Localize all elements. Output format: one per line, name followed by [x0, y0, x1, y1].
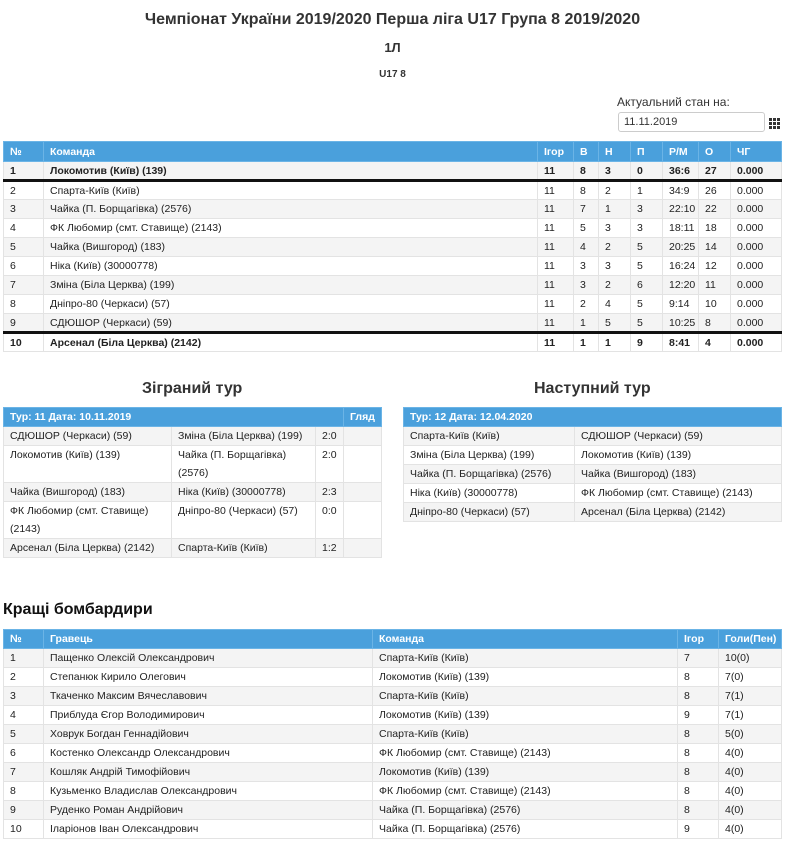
cell-wins: 8 [574, 181, 599, 200]
cell-team: Чайка (П. Борщагівка) (2576) [373, 801, 678, 820]
cell-pos: 2 [4, 668, 44, 687]
home-team: Дніпро-80 (Черкаси) (57) [404, 503, 575, 522]
col-team[interactable]: Команда [373, 630, 678, 649]
cell-goals: 9:14 [663, 295, 699, 314]
cell-player: Руденко Роман Андрійович [44, 801, 373, 820]
cell-player: Приблуда Єгор Володимирович [44, 706, 373, 725]
cell-chg: 0.000 [731, 219, 782, 238]
cell-games: 9 [678, 820, 719, 839]
away-team: Локомотив (Київ) (139) [575, 446, 782, 465]
cell-chg: 0.000 [731, 295, 782, 314]
cell-chg: 0.000 [731, 200, 782, 219]
cell-games: 11 [538, 181, 574, 200]
league-level: 1Л [384, 40, 401, 55]
cell-goals: 4(0) [719, 782, 782, 801]
col-team[interactable]: Команда [44, 142, 538, 162]
standings-row [4, 162, 782, 181]
cell-team: Чайка (Вишгород) (183) [44, 238, 538, 257]
cell-draws: 2 [599, 276, 631, 295]
cell-pos: 8 [4, 295, 44, 314]
fixture-row [404, 484, 782, 503]
col-wins[interactable]: В [574, 142, 599, 162]
cell-goals: 5(0) [719, 725, 782, 744]
col-goals[interactable]: Голи(Пен) [719, 630, 782, 649]
cell-games: 9 [678, 706, 719, 725]
cell-draws: 3 [599, 162, 631, 181]
away-team: Чайка (Вишгород) (183) [575, 465, 782, 484]
cell-games: 8 [678, 763, 719, 782]
top-scorers-table [3, 629, 782, 839]
cell-points: 26 [699, 181, 731, 200]
cell-games: 8 [678, 687, 719, 706]
col-goals[interactable]: Р/М [663, 142, 699, 162]
home-team: ФК Любомир (смт. Ставище) (2143) [4, 502, 172, 539]
page-title: Чемпіонат України 2019/2020 Перша ліга U17 Група 8 2019/2020 [144, 11, 641, 28]
cell-wins: 5 [574, 219, 599, 238]
cell-games: 11 [538, 295, 574, 314]
next-round-heading: Наступний тур [534, 380, 651, 397]
col-games[interactable]: Ігор [538, 142, 574, 162]
cell-games: 11 [538, 162, 574, 181]
cell-pos: 6 [4, 744, 44, 763]
col-points[interactable]: О [699, 142, 731, 162]
match-row [4, 427, 382, 446]
scorer-row [4, 744, 782, 763]
cell-draws: 3 [599, 219, 631, 238]
away-team: Ніка (Київ) (30000778) [172, 483, 316, 502]
cell-pos: 1 [4, 162, 44, 181]
cell-losses: 5 [631, 238, 663, 257]
standings-row [4, 276, 782, 295]
cell-goals: 4(0) [719, 820, 782, 839]
cell-chg: 0.000 [731, 314, 782, 333]
cell-losses: 6 [631, 276, 663, 295]
cell-games: 11 [538, 333, 574, 352]
match-score: 2:3 [316, 483, 344, 502]
cell-games: 11 [538, 314, 574, 333]
scorer-row [4, 668, 782, 687]
fixture-row [404, 427, 782, 446]
home-team: Чайка (П. Борщагівка) (2576) [404, 465, 575, 484]
standings-row [4, 238, 782, 257]
cell-goals: 34:9 [663, 181, 699, 200]
cell-goals: 4(0) [719, 744, 782, 763]
scorer-row [4, 649, 782, 668]
standings-row [4, 200, 782, 219]
top-scorers-heading: Кращі бомбардири [3, 601, 153, 618]
cell-wins: 2 [574, 295, 599, 314]
cell-team: Локомотив (Київ) (139) [373, 763, 678, 782]
col-chg[interactable]: ЧГ [731, 142, 782, 162]
scorer-row [4, 725, 782, 744]
cell-draws: 4 [599, 295, 631, 314]
cell-player: Кузьменко Владислав Олександрович [44, 782, 373, 801]
standings-row [4, 219, 782, 238]
cell-goals: 10:25 [663, 314, 699, 333]
cell-draws: 2 [599, 238, 631, 257]
cell-chg: 0.000 [731, 181, 782, 200]
played-round-label: Тур: 11 Дата: 10.11.2019 [4, 408, 344, 427]
cell-goals: 20:25 [663, 238, 699, 257]
cell-games: 8 [678, 668, 719, 687]
cell-losses: 9 [631, 333, 663, 352]
cell-wins: 1 [574, 333, 599, 352]
away-team: ФК Любомир (смт. Ставище) (2143) [575, 484, 782, 503]
cell-wins: 7 [574, 200, 599, 219]
cell-goals: 4(0) [719, 763, 782, 782]
standings-row [4, 295, 782, 314]
cell-team: Арсенал (Біла Церква) (2142) [44, 333, 538, 352]
away-team: Арсенал (Біла Церква) (2142) [575, 503, 782, 522]
next-round-table [403, 407, 782, 522]
cell-games: 11 [538, 257, 574, 276]
match-score: 1:2 [316, 539, 344, 558]
cell-points: 8 [699, 314, 731, 333]
cell-pos: 7 [4, 276, 44, 295]
spectators [344, 427, 382, 446]
cell-team: Чайка (П. Борщагівка) (2576) [373, 820, 678, 839]
actual-state-label: Актуальний стан на: [617, 95, 730, 109]
cell-games: 11 [538, 200, 574, 219]
standings-row [4, 314, 782, 333]
cell-pos: 4 [4, 219, 44, 238]
cell-team: Чайка (П. Борщагівка) (2576) [44, 200, 538, 219]
fixture-row [404, 503, 782, 522]
cell-player: Костенко Олександр Олександрович [44, 744, 373, 763]
spectators [344, 483, 382, 502]
cell-pos: 8 [4, 782, 44, 801]
cell-wins: 8 [574, 162, 599, 181]
cell-team: ФК Любомир (смт. Ставище) (2143) [373, 782, 678, 801]
cell-pos: 2 [4, 181, 44, 200]
cell-games: 8 [678, 725, 719, 744]
spectators-label: Гляд [344, 408, 382, 427]
away-team: Дніпро-80 (Черкаси) (57) [172, 502, 316, 539]
match-row [4, 539, 382, 558]
cell-goals: 18:11 [663, 219, 699, 238]
match-score: 0:0 [316, 502, 344, 539]
cell-draws: 1 [599, 333, 631, 352]
cell-points: 12 [699, 257, 731, 276]
scorer-row [4, 687, 782, 706]
cell-pos: 3 [4, 200, 44, 219]
match-score: 2:0 [316, 446, 344, 483]
cell-chg: 0.000 [731, 333, 782, 352]
cell-draws: 3 [599, 257, 631, 276]
cell-chg: 0.000 [731, 238, 782, 257]
home-team: Арсенал (Біла Церква) (2142) [4, 539, 172, 558]
spectators [344, 539, 382, 558]
cell-games: 8 [678, 782, 719, 801]
home-team: Спарта-Київ (Київ) [404, 427, 575, 446]
home-team: Чайка (Вишгород) (183) [4, 483, 172, 502]
cell-pos: 9 [4, 801, 44, 820]
scorer-row [4, 706, 782, 725]
cell-wins: 4 [574, 238, 599, 257]
cell-points: 27 [699, 162, 731, 181]
cell-games: 8 [678, 801, 719, 820]
cell-draws: 1 [599, 200, 631, 219]
cell-points: 22 [699, 200, 731, 219]
away-team: Чайка (П. Борщагівка) (2576) [172, 446, 316, 483]
match-row [4, 446, 382, 483]
fixture-row [404, 465, 782, 484]
cell-team: Ніка (Київ) (30000778) [44, 257, 538, 276]
group-label: U17 8 [379, 69, 406, 80]
cell-losses: 0 [631, 162, 663, 181]
cell-draws: 2 [599, 181, 631, 200]
cell-wins: 3 [574, 276, 599, 295]
cell-losses: 5 [631, 257, 663, 276]
cell-pos: 5 [4, 238, 44, 257]
next-round-label: Тур: 12 Дата: 12.04.2020 [404, 408, 782, 427]
cell-pos: 5 [4, 725, 44, 744]
cell-pos: 1 [4, 649, 44, 668]
cell-player: Степанюк Кирило Олегович [44, 668, 373, 687]
cell-games: 11 [538, 276, 574, 295]
cell-player: Ткаченко Максим Вячеславович [44, 687, 373, 706]
col-number[interactable]: № [4, 142, 44, 162]
scorer-row [4, 801, 782, 820]
cell-games: 7 [678, 649, 719, 668]
cell-points: 11 [699, 276, 731, 295]
cell-team: Спарта-Київ (Київ) [373, 649, 678, 668]
col-games[interactable]: Ігор [678, 630, 719, 649]
cell-goals: 7(1) [719, 706, 782, 725]
cell-chg: 0.000 [731, 276, 782, 295]
cell-losses: 5 [631, 314, 663, 333]
cell-points: 4 [699, 333, 731, 352]
cell-team: ФК Любомир (смт. Ставище) (2143) [44, 219, 538, 238]
scorer-row [4, 763, 782, 782]
col-player[interactable]: Гравець [44, 630, 373, 649]
fixture-row [404, 446, 782, 465]
match-row [4, 502, 382, 539]
cell-team: Локомотив (Київ) (139) [44, 162, 538, 181]
standings-row [4, 181, 782, 200]
spectators [344, 502, 382, 539]
cell-team: Дніпро-80 (Черкаси) (57) [44, 295, 538, 314]
cell-goals: 8:41 [663, 333, 699, 352]
cell-chg: 0.000 [731, 257, 782, 276]
cell-games: 11 [538, 238, 574, 257]
cell-goals: 12:20 [663, 276, 699, 295]
home-team: СДЮШОР (Черкаси) (59) [4, 427, 172, 446]
match-score: 2:0 [316, 427, 344, 446]
cell-team: Спарта-Київ (Київ) [373, 725, 678, 744]
cell-goals: 16:24 [663, 257, 699, 276]
cell-team: Спарта-Київ (Київ) [373, 687, 678, 706]
cell-goals: 7(0) [719, 668, 782, 687]
cell-points: 14 [699, 238, 731, 257]
cell-team: Зміна (Біла Церква) (199) [44, 276, 538, 295]
away-team: Зміна (Біла Церква) (199) [172, 427, 316, 446]
home-team: Зміна (Біла Церква) (199) [404, 446, 575, 465]
cell-goals: 7(1) [719, 687, 782, 706]
col-number[interactable]: № [4, 630, 44, 649]
cell-games: 11 [538, 219, 574, 238]
cell-wins: 1 [574, 314, 599, 333]
match-row [4, 483, 382, 502]
scorer-row [4, 820, 782, 839]
col-draws[interactable]: Н [599, 142, 631, 162]
standings-row [4, 257, 782, 276]
cell-losses: 1 [631, 181, 663, 200]
cell-team: Спарта-Київ (Київ) [44, 181, 538, 200]
cell-pos: 10 [4, 820, 44, 839]
cell-draws: 5 [599, 314, 631, 333]
scorer-row [4, 782, 782, 801]
calendar-icon[interactable] [769, 118, 779, 128]
cell-goals: 4(0) [719, 801, 782, 820]
cell-points: 10 [699, 295, 731, 314]
cell-wins: 3 [574, 257, 599, 276]
cell-pos: 4 [4, 706, 44, 725]
cell-team: СДЮШОР (Черкаси) (59) [44, 314, 538, 333]
cell-losses: 5 [631, 295, 663, 314]
cell-pos: 7 [4, 763, 44, 782]
cell-team: ФК Любомир (смт. Ставище) (2143) [373, 744, 678, 763]
col-losses[interactable]: П [631, 142, 663, 162]
cell-pos: 10 [4, 333, 44, 352]
standings-row [4, 333, 782, 352]
cell-games: 8 [678, 744, 719, 763]
cell-goals: 22:10 [663, 200, 699, 219]
cell-player: Кошляк Андрій Тимофійович [44, 763, 373, 782]
cell-pos: 9 [4, 314, 44, 333]
state-date-input[interactable] [618, 112, 765, 132]
cell-chg: 0.000 [731, 162, 782, 181]
cell-team: Локомотив (Київ) (139) [373, 706, 678, 725]
played-round-table [3, 407, 382, 558]
cell-player: Іларіонов Іван Олександрович [44, 820, 373, 839]
cell-pos: 6 [4, 257, 44, 276]
away-team: Спарта-Київ (Київ) [172, 539, 316, 558]
played-round-heading: Зіграний тур [142, 380, 243, 397]
cell-player: Пащенко Олексій Олександрович [44, 649, 373, 668]
home-team: Ніка (Київ) (30000778) [404, 484, 575, 503]
cell-losses: 3 [631, 200, 663, 219]
cell-goals: 10(0) [719, 649, 782, 668]
cell-losses: 3 [631, 219, 663, 238]
cell-goals: 36:6 [663, 162, 699, 181]
home-team: Локомотив (Київ) (139) [4, 446, 172, 483]
cell-pos: 3 [4, 687, 44, 706]
cell-team: Локомотив (Київ) (139) [373, 668, 678, 687]
away-team: СДЮШОР (Черкаси) (59) [575, 427, 782, 446]
standings-table [3, 141, 782, 352]
spectators [344, 446, 382, 483]
cell-points: 18 [699, 219, 731, 238]
cell-player: Ховрук Богдан Геннадійович [44, 725, 373, 744]
